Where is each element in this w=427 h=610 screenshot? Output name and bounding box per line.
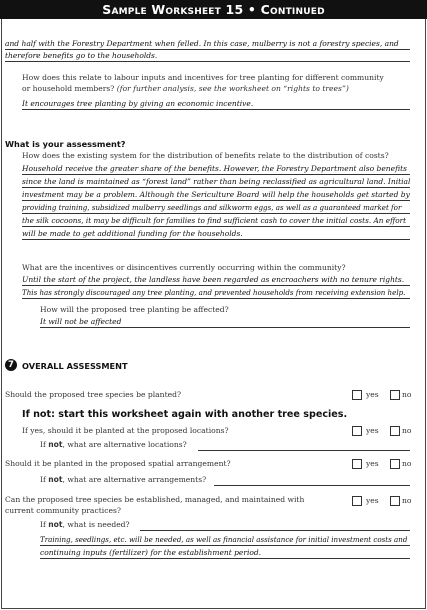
yes-label: yes	[366, 496, 379, 505]
prompt-text: , what are alternative locations?	[62, 440, 187, 449]
yes-checkbox[interactable]	[352, 426, 362, 436]
handwritten-answer-line: will be made to get additional funding for the households.	[22, 228, 410, 240]
no-label: no	[402, 390, 412, 399]
section-heading: What is your assessment?	[5, 139, 126, 149]
not-word: not	[48, 520, 63, 529]
handwritten-answer-line: It encourages tree planting by giving an economic incentive.	[22, 98, 410, 110]
worksheet-title: Sample Worksheet 15 • Continued	[0, 0, 427, 19]
if-word: If	[40, 440, 49, 449]
question-labour-inputs-cont	[22, 84, 349, 94]
answer-line[interactable]	[140, 530, 410, 531]
handwritten-answer-line: Household receive the greater share of the benefits. However, the Forestry Department also benefits	[22, 163, 410, 175]
handwritten-answer-line: It will not be affected	[40, 316, 410, 328]
question-community-practices: Can the proposed tree species be established, managed, and maintained with	[5, 495, 305, 504]
yes-label: yes	[366, 390, 379, 399]
not-word: not	[48, 440, 63, 449]
alternative-locations-prompt	[40, 440, 187, 450]
no-label: no	[402, 459, 412, 468]
prompt-text: , what are alternative arrangements?	[62, 475, 207, 484]
not-word: not	[48, 475, 63, 484]
no-label: no	[402, 426, 412, 435]
handwritten-answer-line: therefore benefits go to the households.	[5, 50, 410, 62]
question-affected: How will the proposed tree planting be affected?	[40, 305, 229, 314]
yes-label: yes	[366, 459, 379, 468]
prompt-text: , what is needed?	[62, 520, 130, 529]
handwritten-answer-line: investment may be a problem. Although the Sericulture Board will help the households get started by	[22, 190, 410, 199]
question-spatial-arrangement: Should it be planted in the proposed spatial arrangement?	[5, 459, 231, 468]
question-community-practices-cont: current community practices?	[5, 506, 121, 515]
no-checkbox[interactable]	[390, 496, 400, 506]
handwritten-answer-line: Training, seedlings, etc. will be needed, as well as financial assistance for initial investment costs and	[40, 534, 410, 546]
no-label: no	[402, 496, 412, 505]
overall-assessment-heading: OVERALL ASSESSMENT	[22, 361, 128, 371]
question-labour-inputs: How does this relate to labour inputs and incentives for tree planting for different community	[22, 73, 384, 82]
yes-label: yes	[366, 426, 379, 435]
yes-checkbox[interactable]	[352, 459, 362, 469]
question-proposed-locations: If yes, should it be planted at the proposed locations?	[22, 426, 229, 435]
what-is-needed-prompt	[40, 520, 130, 530]
answer-line[interactable]	[198, 450, 410, 451]
if-word: If	[40, 520, 49, 529]
yes-checkbox[interactable]	[352, 496, 362, 506]
handwritten-answer-line: This has strongly discouraged any tree planting, and prevented households from receiving extension help.	[22, 287, 410, 299]
restart-instruction: If not: start this worksheet again with another tree species.	[22, 409, 348, 420]
question-note: (for further analysis, see the worksheet on “rights to trees”)	[116, 84, 349, 93]
question-species-planted: Should the proposed tree species be planted?	[5, 390, 182, 399]
handwritten-answer-line: since the land is maintained as “forest land” rather than being reclassified as agricultural land. Initial	[22, 177, 411, 186]
if-word: If	[40, 475, 49, 484]
no-checkbox[interactable]	[390, 426, 400, 436]
handwritten-answer-line: the silk cocoons, it may be difficult for families to find sufficient cash to cover the initial costs. An effort	[22, 215, 410, 227]
handwritten-answer-line: continuing inputs (fertilizer) for the establishment period.	[40, 547, 410, 559]
question-text: or household members?	[22, 84, 115, 93]
section-number-badge: 7	[5, 359, 17, 371]
handwritten-answer-line: Until the start of the project, the landless have been regarded as encroachers with no tenure rights.	[22, 274, 410, 286]
handwritten-answer-line: and half with the Forestry Department when felled. In this case, mulberry is not a forestry species, and	[5, 38, 410, 50]
question-distribution: How does the existing system for the distribution of benefits relate to the distribution of costs?	[22, 151, 389, 160]
alternative-arrangements-prompt	[40, 475, 206, 485]
question-incentives: What are the incentives or disincentives currently occurring within the community?	[22, 263, 346, 272]
handwritten-answer-line: providing training, subsidized mulberry seedlings and silkworm eggs, as well as a guaranteed market for	[22, 202, 410, 214]
yes-checkbox[interactable]	[352, 390, 362, 400]
answer-line[interactable]	[214, 485, 410, 486]
no-checkbox[interactable]	[390, 390, 400, 400]
no-checkbox[interactable]	[390, 459, 400, 469]
